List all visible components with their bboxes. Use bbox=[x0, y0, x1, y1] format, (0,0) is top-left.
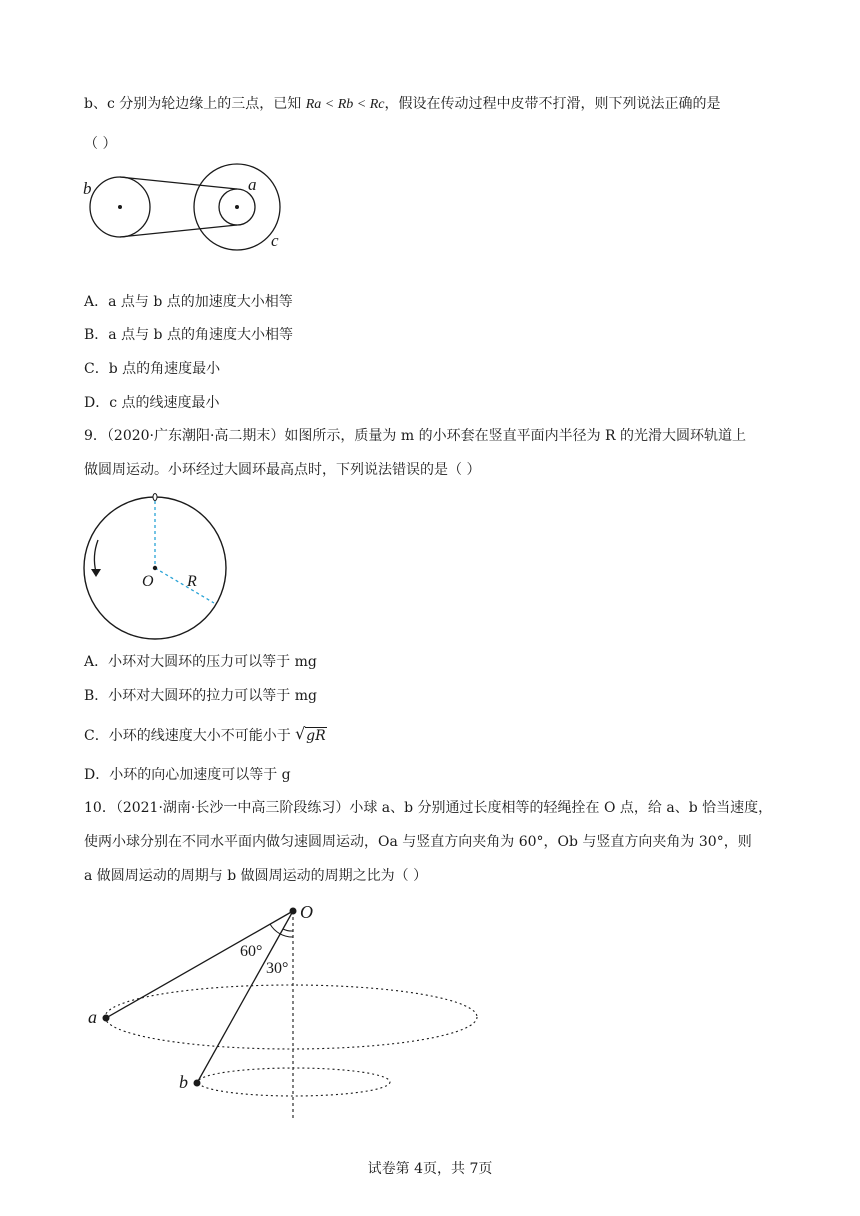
q9-option-a-text: 小环对大圆环的压力可以等于 mg bbox=[108, 654, 317, 670]
q10-label-30: 30° bbox=[266, 960, 289, 977]
q8-option-b-letter: B． bbox=[84, 327, 109, 343]
q9-option-a bbox=[84, 652, 317, 672]
q9-option-d bbox=[84, 765, 291, 785]
q9-rotation-arrow bbox=[94, 540, 98, 572]
q9-option-a-letter: A． bbox=[84, 654, 109, 670]
q9-stem-line1: 9．（2020·广东潮阳·高二期末）如图所示，质量为 m 的小环套在竖直平面内半径为 R 的光滑大圆环轨道上 bbox=[84, 428, 747, 444]
q8-stem-line1 bbox=[84, 94, 720, 115]
q8-wheel-b-center bbox=[118, 205, 122, 209]
q9-sqrt bbox=[295, 726, 327, 746]
q9-small-ring bbox=[153, 494, 157, 501]
q8-option-a-letter: A． bbox=[84, 294, 109, 310]
q10-ball-a bbox=[103, 1015, 110, 1022]
q9-label-o: O bbox=[142, 573, 154, 590]
q8-label-b: b bbox=[83, 179, 92, 198]
q10-orbit-a bbox=[105, 985, 477, 1049]
q9-option-d-text: 小环的向心加速度可以等于 g bbox=[109, 767, 291, 783]
q9-arrow-head-icon bbox=[91, 569, 101, 577]
q10-angle-arc-30 bbox=[283, 929, 293, 931]
q8-pulley-svg bbox=[80, 160, 300, 260]
q8-option-b bbox=[84, 325, 293, 345]
q10-cone-figure bbox=[80, 896, 490, 1126]
q8-stem-post: ，假设在传动过程中皮带不打滑，则下列说法正确的是 bbox=[384, 96, 721, 112]
q9-stem-line2: 做圆周运动。小环经过大圆环最高点时，下列说法错误的是（ ） bbox=[84, 462, 481, 478]
q10-point-o bbox=[290, 908, 297, 915]
q8-option-d bbox=[84, 393, 220, 413]
q9-sqrt-radicand: gR bbox=[306, 728, 326, 744]
q8-option-c-letter: C． bbox=[84, 361, 109, 377]
q8-inequality: Ra < Rb < Rc bbox=[305, 97, 385, 112]
q10-ball-b bbox=[194, 1080, 201, 1087]
q9-option-d-letter: D． bbox=[84, 767, 110, 783]
q9-option-b-letter: B． bbox=[84, 688, 109, 704]
q10-stem-line1: 10．（2021·湖南·长沙一中高三阶段练习）小球 a、b 分别通过长度相等的轻绳拴在 O 点，给 a、b 恰当速度， bbox=[84, 800, 773, 816]
q9-radius-r bbox=[155, 568, 214, 603]
q9-option-b bbox=[84, 686, 317, 706]
q8-option-c bbox=[84, 359, 220, 379]
q10-cone-svg bbox=[80, 896, 490, 1126]
q9-label-r: R bbox=[187, 573, 197, 590]
q10-stem-line2: 使两小球分别在不同水平面内做匀速圆周运动，Oa 与竖直方向夹角为 60°，Ob 与竖直方向夹角为 30°，则 bbox=[84, 834, 752, 850]
page-footer: 试卷第 4页，共 7页 bbox=[367, 1161, 493, 1177]
q10-label-o: O bbox=[300, 902, 313, 922]
q8-option-a-text: a 点与 b 点的加速度大小相等 bbox=[108, 294, 293, 310]
q9-option-c-letter: C． bbox=[84, 728, 109, 744]
q8-answer-paren: （ ） bbox=[84, 136, 117, 152]
q9-option-b-text: 小环对大圆环的拉力可以等于 mg bbox=[108, 688, 317, 704]
q8-option-c-text: b 点的角速度最小 bbox=[108, 361, 221, 377]
q8-label-c: c bbox=[271, 231, 279, 250]
q10-label-60: 60° bbox=[240, 943, 263, 960]
q9-option-c-text: 小环的线速度大小不可能小于 bbox=[108, 728, 296, 744]
q10-string-ob bbox=[197, 911, 293, 1083]
q9-center-dot bbox=[153, 566, 157, 570]
q10-stem-line3: a 做圆周运动的周期与 b 做圆周运动的周期之比为（ ） bbox=[84, 868, 428, 884]
q10-label-b: b bbox=[179, 1072, 188, 1092]
q8-label-a: a bbox=[248, 175, 257, 194]
q8-option-a bbox=[84, 292, 293, 312]
q8-option-d-letter: D． bbox=[84, 395, 110, 411]
q8-option-d-text: c 点的线速度最小 bbox=[109, 395, 220, 411]
q10-orbit-b bbox=[198, 1068, 390, 1096]
q8-option-b-text: a 点与 b 点的角速度大小相等 bbox=[108, 327, 293, 343]
q10-label-a: a bbox=[88, 1007, 97, 1027]
q9-circle-figure bbox=[80, 490, 230, 650]
q9-circle-svg bbox=[80, 490, 230, 650]
q8-pulley-figure bbox=[80, 160, 300, 260]
q8-wheel-a-center bbox=[235, 205, 239, 209]
q10-string-oa bbox=[106, 911, 293, 1018]
q8-stem-pre: b、c 分别为轮边缘上的三点，已知 bbox=[84, 96, 306, 112]
q9-option-c bbox=[84, 726, 327, 746]
